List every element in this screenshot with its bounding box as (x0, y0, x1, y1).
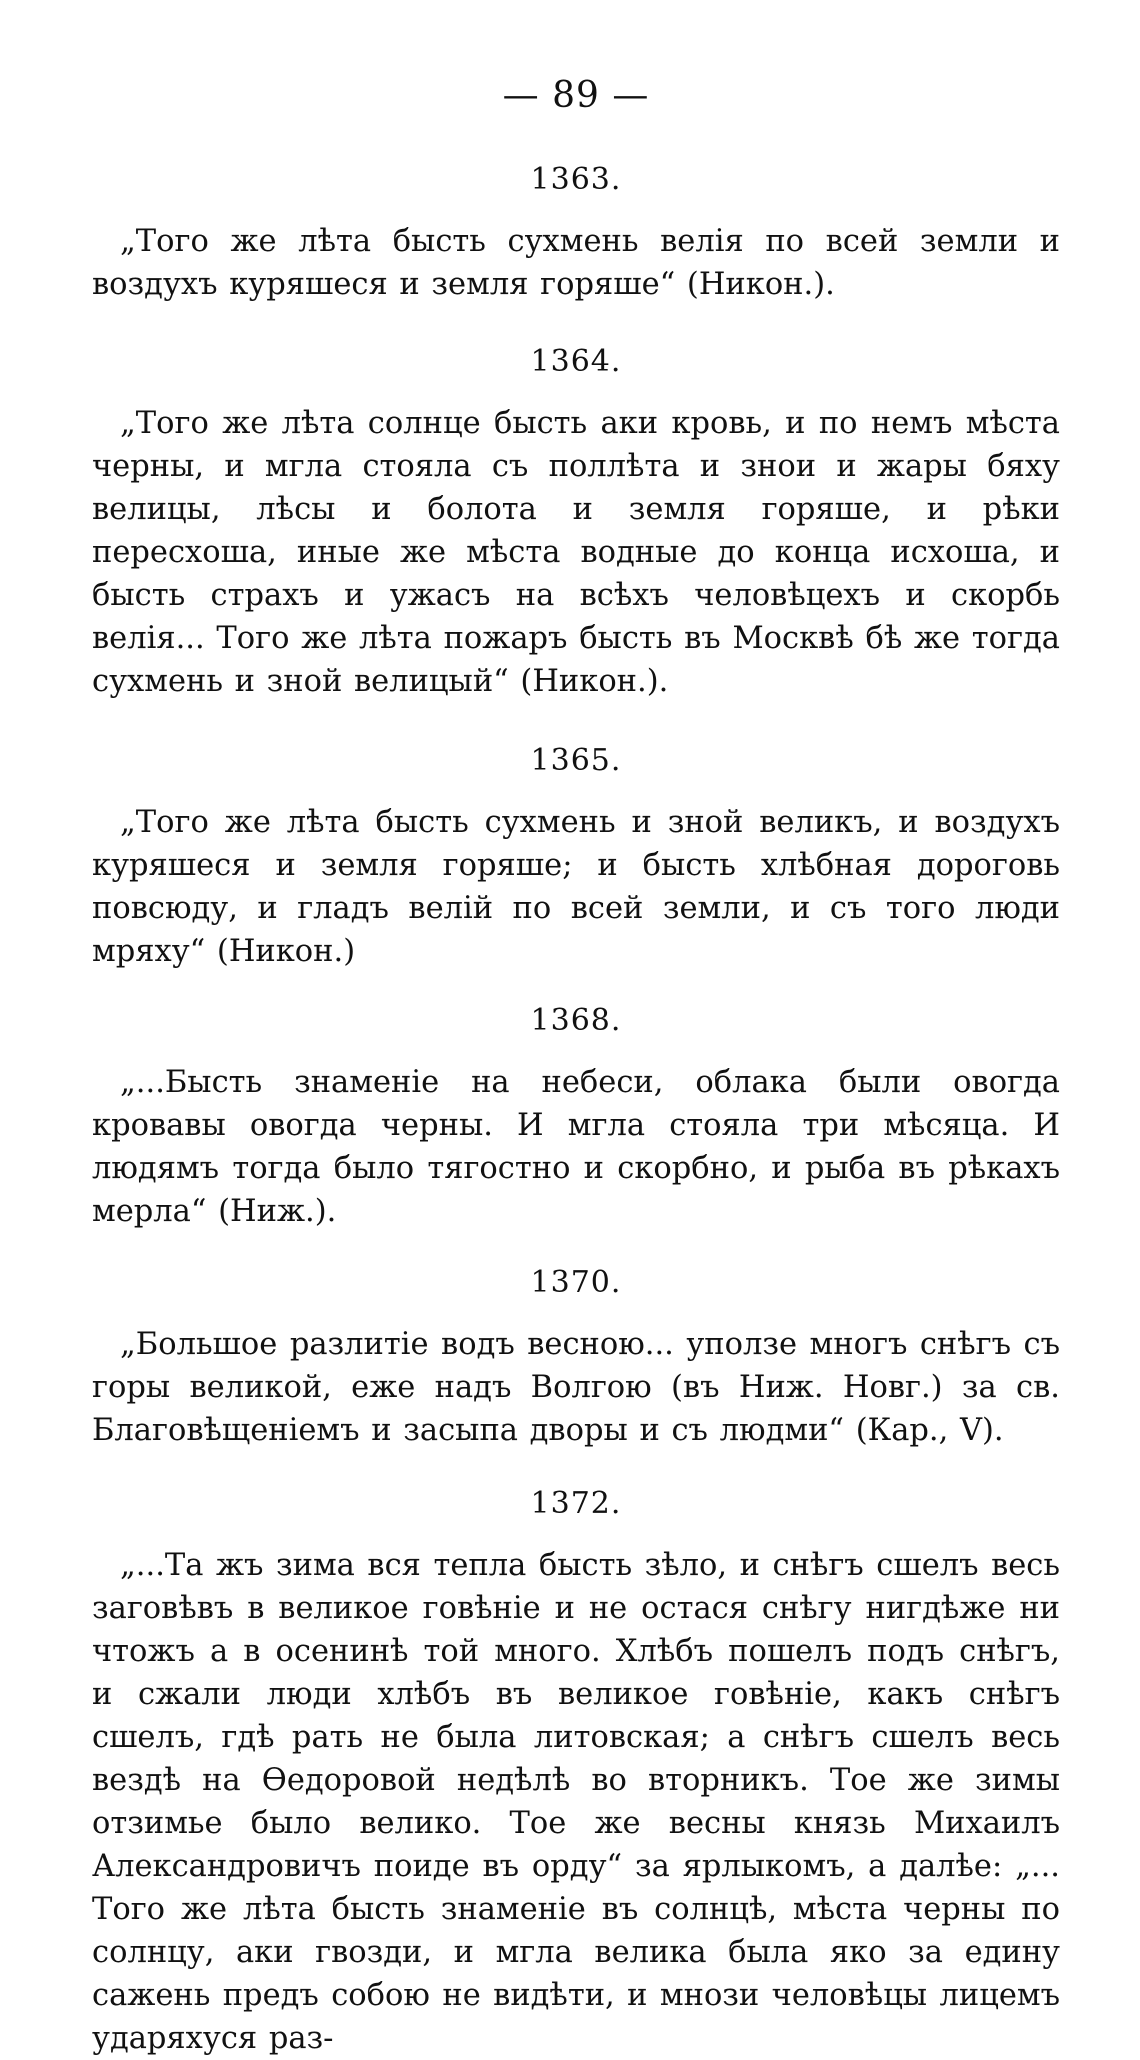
chronicle-entry-1364 (92, 342, 1060, 703)
entry-year: 1363. (530, 162, 622, 197)
entry-text: „Того же лѣта бысть сухмень и зной великъ, и воздухъ куряшеся и земля горяше; и бысть хлѣбная дороговь повсюду, и гладъ велій по всей земли, и съ того люди мряху“ (Никон.) (92, 805, 1060, 969)
entry-text: „...Та жъ зима вся тепла бысть зѣло, и снѣгъ сшелъ весь заговѣвъ в великое говѣніе и не остася снѣгу нигдѣже ни чтожъ а в осенинѣ той много. Хлѣбъ пошелъ подъ снѣгъ, и сжали люди хлѣбъ въ великое говѣніе, какъ снѣгъ сшелъ, гдѣ рать не была литовская; а снѣгъ сшелъ весь вездѣ на Ѳедоровой недѣлѣ во вторникъ. Тое же зимы отзимье было велико. Тое же весны князь Михаилъ Александровичъ поиде въ орду“ за ярлыкомъ, а далѣе: „... Того же лѣта бысть знаменіе въ солнцѣ, мѣста черны по солнцу, аки гвозди, и мгла велика была яко за едину сажень предъ собою не видѣти, и мнози человѣцы лицемъ ударяхуся раз- (92, 1548, 1060, 2056)
entry-year: 1365. (530, 743, 622, 778)
entry-text: „Большое разлитіе водъ весною... уползе многъ снѣгъ съ горы великой, еже надъ Волгою (въ Ниж. Новг.) за св. Благовѣщеніемъ и засыпа дворы и съ людми“ (Кар., V). (92, 1327, 1060, 1448)
entry-year: 1364. (530, 344, 622, 379)
entry-text: „Того же лѣта бысть сухмень велія по всей земли и воздухъ куряшеся и земля горяше“ (Никон.). (92, 224, 1060, 302)
document-page (92, 70, 1060, 2060)
page-number: — 89 — (502, 75, 650, 116)
entry-year: 1370. (530, 1265, 622, 1300)
chronicle-entry-1365 (92, 741, 1060, 973)
entry-text: „Того же лѣта солнце бысть аки кровь, и по немъ мѣста черны, и мгла стояла съ поллѣта и знои и жары бяху велицы, лѣсы и болота и земля горяше, и рѣки пересхоша, иные же мѣста водные до конца исхоша, и бысть страхъ и ужасъ на всѣхъ человѣцехъ и скорбь велія... Того же лѣта пожаръ бысть въ Москвѣ бѣ же тогда сухмень и зной велицый“ (Никон.). (92, 406, 1060, 699)
entry-year: 1372. (530, 1486, 622, 1521)
entry-text: „...Бысть знаменіе на небеси, облака были овогда кровавы овогда черны. И мгла стояла три мѣсяца. И людямъ тогда было тягостно и скорбно, и рыба въ рѣкахъ мерла“ (Ниж.). (92, 1065, 1060, 1229)
chronicle-entry-1370 (92, 1263, 1060, 1452)
chronicle-entry-1368 (92, 1001, 1060, 1233)
chronicle-entry-1372 (92, 1484, 1060, 2060)
chronicle-entry-1363 (92, 160, 1060, 306)
entry-year: 1368. (530, 1003, 622, 1038)
